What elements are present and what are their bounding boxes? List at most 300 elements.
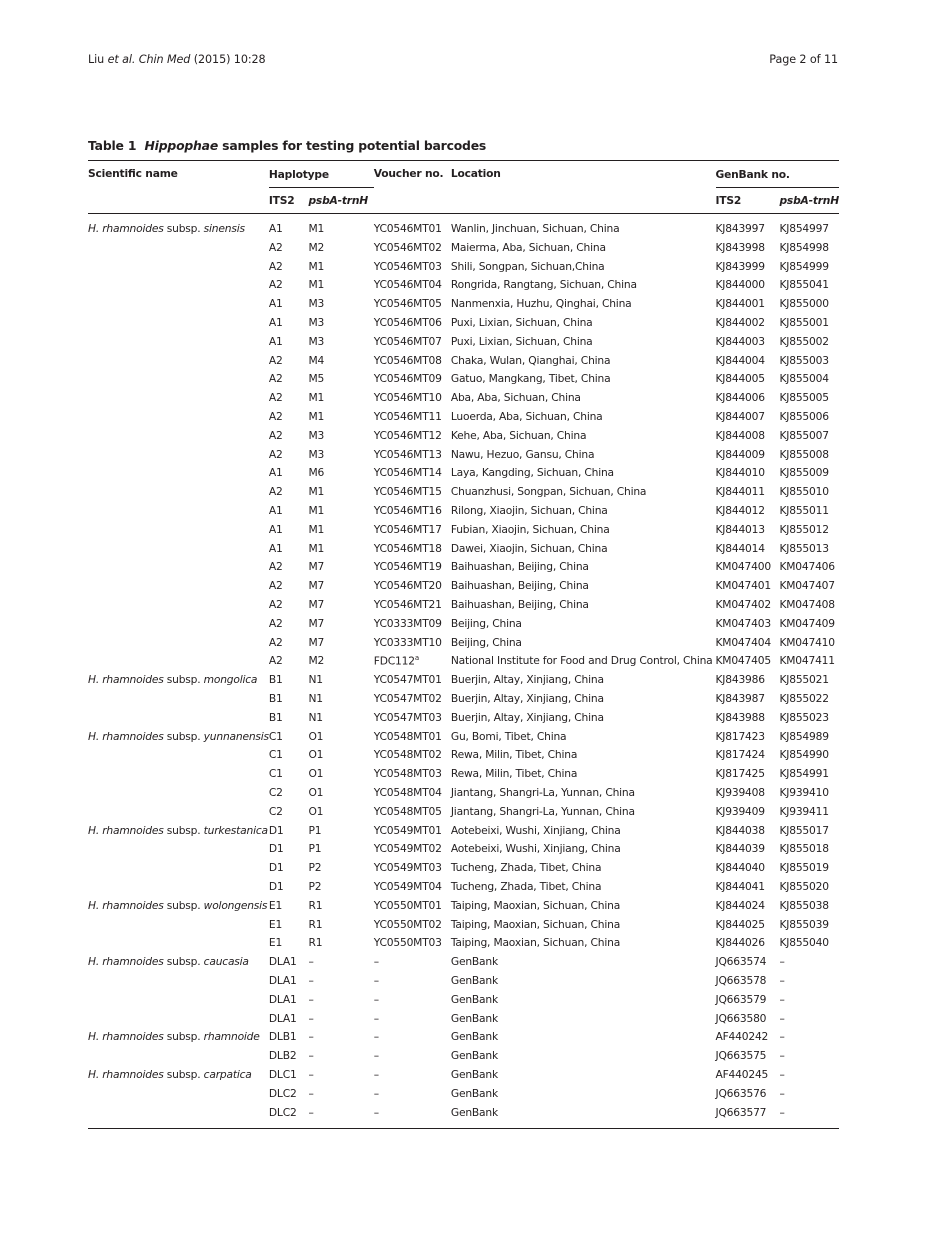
cell-gb-its2: KM047402 [715,598,771,612]
cell-gb-psba: KM047409 [779,616,835,630]
cell-gb-psba: KJ855002 [779,334,829,348]
cell-location: Aba, Aba, Sichuan, China [450,391,581,405]
subspecies-epithet: mongolica [203,673,258,687]
species-rank: subsp. [166,823,201,837]
cell-its2: A2 [268,391,283,405]
cell-gb-psba: KJ855013 [779,541,829,555]
cell-location: Buerjin, Altay, Xinjiang, China [450,673,604,687]
species-rank: subsp. [166,898,201,912]
voucher-id: YC0547MT03 [373,710,442,724]
cell-its2: A1 [268,316,283,330]
cell-psba: – [308,1011,314,1025]
cell-location: Fubian, Xiaojin, Sichuan, China [450,522,610,536]
cell-psba: N1 [308,710,323,724]
cell-psba: – [308,1086,314,1100]
cell-location: GenBank [450,992,498,1006]
table-row [88,595,839,614]
cell-location: Chaka, Wulan, Qianghai, China [450,353,611,367]
cell-voucher [374,576,451,595]
cell-gb-its2: KJ844009 [715,447,765,461]
cell-gb-psba: KJ854990 [779,748,829,762]
cell-location: Rongrida, Rangtang, Sichuan, China [450,278,637,292]
cell-scientific-name [88,1009,269,1028]
cell-voucher [374,708,451,727]
header-haplotype: Haplotype [269,161,374,188]
cell-its2: DLA1 [268,992,297,1006]
cell-scientific-name [88,971,269,990]
cell-psba: M1 [308,485,325,499]
cell-voucher [374,727,451,746]
cell-scientific-name [88,1046,269,1065]
cell-gb-its2: KJ844013 [715,522,765,536]
table-row [88,764,839,783]
cell-its2: C1 [268,767,283,781]
cell-its2: A2 [268,278,283,292]
species-genus: H. rhamnoides [88,222,164,235]
table-row [88,670,839,689]
table-row [88,990,839,1009]
cell-its2: A1 [268,504,283,518]
cell-psba: O1 [308,804,324,818]
table-row [88,558,839,577]
table-row [88,407,839,426]
cell-voucher [374,933,451,952]
cell-psba: O1 [308,748,324,762]
cell-gb-its2: KJ817424 [715,748,765,762]
cell-gb-its2: KJ844024 [715,898,765,912]
cell-location: Rewa, Milin, Tibet, China [450,767,578,781]
cell-location: GenBank [451,1103,716,1129]
cell-its2: DLC2 [269,1103,309,1129]
cell-gb-its2: KM047403 [715,616,771,630]
cell-scientific-name [88,464,269,483]
cell-location: Dawei, Xiaojin, Sichuan, China [450,541,608,555]
cell-scientific-name [88,558,269,577]
subspecies-epithet: carpatica [203,1067,252,1081]
subspecies-epithet: wolongensis [203,898,268,912]
cell-voucher [374,1009,451,1028]
cell-psba: M7 [308,560,325,574]
cell-gb-its2: KJ844008 [715,428,765,442]
cell-gb-its2: KJ844038 [715,823,765,837]
voucher-id: – [373,1067,379,1081]
cell-psba: P2 [308,879,322,893]
cell-gb-its2: JQ663577 [716,1103,780,1129]
table-row [88,614,839,633]
cell-location: Wanlin, Jinchuan, Sichuan, China [450,222,620,235]
cell-scientific-name [88,764,269,783]
cell-gb-psba: KJ855010 [779,485,829,499]
cell-gb-its2: KJ844003 [715,334,765,348]
cell-gb-its2: KM047405 [715,654,771,668]
cell-its2: A2 [268,240,283,254]
cell-scientific-name [88,708,269,727]
cell-psba: M7 [308,616,325,630]
cell-psba: – [308,1103,373,1129]
cell-gb-its2: KJ844010 [715,466,765,480]
subspecies-epithet: caucasia [203,955,249,969]
voucher-id: YC0546MT01 [373,222,442,235]
voucher-id: YC0546MT18 [373,541,442,555]
cell-gb-its2: KJ844001 [715,297,765,311]
cell-voucher [374,238,451,257]
cell-voucher [374,370,451,389]
table-row [88,388,839,407]
cell-psba: M4 [308,353,325,367]
cell-its2: A2 [268,560,283,574]
cell-scientific-name [88,276,269,295]
cell-its2: DLB1 [268,1030,297,1044]
cell-psba: M1 [308,522,325,536]
voucher-id: YC0548MT01 [373,729,442,743]
cell-gb-psba: KM047410 [779,635,835,649]
table-row [88,520,839,539]
cell-voucher [374,1084,451,1103]
cell-location: Gu, Bomi, Tibet, China [450,729,567,743]
voucher-id: YC0546MT05 [373,297,442,311]
cell-psba: N1 [308,692,323,706]
voucher-id: YC0548MT04 [373,786,442,799]
cell-scientific-name [88,351,269,370]
cell-psba: P1 [308,823,322,837]
cell-gb-psba: KJ855008 [779,447,829,461]
voucher-id: YC0333MT10 [373,635,442,649]
cell-its2: E1 [268,917,283,931]
cell-gb-its2: KJ844005 [715,372,765,386]
cell-voucher [374,746,451,765]
voucher-id: – [373,1011,379,1025]
cell-its2: D1 [268,879,284,893]
cell-scientific-name [88,915,269,934]
cell-location: Baihuashan, Beijing, China [450,579,589,593]
cell-location: Kehe, Aba, Sichuan, China [450,428,587,442]
cell-its2: A2 [268,372,283,386]
table-row [88,1009,839,1028]
table-row [88,1027,839,1046]
cell-voucher [374,276,451,295]
subspecies-epithet: rhamnoide [203,1030,260,1044]
voucher-id: YC0546MT14 [373,466,442,480]
voucher-id: YC0550MT02 [373,917,442,931]
cell-gb-psba: KJ855005 [779,391,829,405]
cell-voucher [374,407,451,426]
cell-psba: M7 [308,579,325,593]
cell-voucher [374,214,451,239]
cell-gb-its2: KJ843986 [715,673,765,687]
cell-scientific-name [88,501,269,520]
cell-its2: D1 [268,823,284,837]
species-rank: subsp. [166,1067,201,1081]
cell-location: Chuanzhusi, Songpan, Sichuan, China [450,485,647,499]
cell-scientific-name [88,614,269,633]
cell-its2: A2 [268,654,283,668]
cell-gb-its2: JQ663580 [715,1011,767,1025]
cell-location: Laya, Kangding, Sichuan, China [450,466,614,480]
species-rank: subsp. [166,729,201,743]
cell-psba: M7 [308,635,325,649]
cell-scientific-name [88,689,269,708]
cell-psba: N1 [308,673,323,687]
cell-gb-psba: – [779,1103,839,1129]
voucher-id: YC0546MT19 [373,560,442,574]
cell-gb-its2: JQ663578 [715,973,767,987]
header-location: Location [451,161,716,214]
cell-scientific-name [88,877,269,896]
cell-psba: P1 [308,842,322,856]
cell-scientific-name [88,670,269,689]
species-rank: subsp. [166,1030,201,1044]
cell-psba: – [308,1067,314,1081]
cell-gb-psba: KJ854991 [779,767,829,781]
table-row [88,708,839,727]
cell-scientific-name [88,1084,269,1103]
header-its2: ITS2 [269,188,309,214]
cell-psba: – [308,955,314,969]
cell-its2: B1 [268,673,283,687]
cell-gb-psba: KJ855004 [779,372,829,386]
cell-location: Nawu, Hezuo, Gansu, China [450,447,595,461]
voucher-id: YC0550MT01 [373,898,442,912]
cell-gb-psba: KJ855018 [779,842,829,856]
cell-gb-psba: KJ855022 [779,692,829,706]
cell-psba: – [308,973,314,987]
cell-gb-psba: – [779,1011,785,1025]
cell-gb-its2: KJ843997 [715,222,765,235]
cell-its2: A1 [268,466,283,480]
cell-location: Aotebeixi, Wushi, Xinjiang, China [450,842,621,856]
table-row [88,727,839,746]
cell-its2: DLC2 [268,1086,297,1100]
voucher-id: YC0549MT02 [373,842,442,856]
cell-location: Puxi, Lixian, Sichuan, China [450,316,593,330]
cell-gb-psba: KM047407 [779,579,835,593]
cell-gb-psba: KJ855040 [779,936,829,950]
cell-gb-its2: KJ843999 [715,259,765,273]
species-genus: H. rhamnoides [88,823,164,837]
voucher-id: YC0546MT16 [373,504,442,518]
cell-psba: O1 [308,786,324,799]
cell-scientific-name [88,933,269,952]
cell-gb-psba: KJ855001 [779,316,829,330]
cell-gb-psba: – [779,1086,785,1100]
cell-scientific-name [88,445,269,464]
cell-location: Taiping, Maoxian, Sichuan, China [450,936,621,950]
cell-voucher [374,952,451,971]
cell-gb-psba: – [779,992,785,1006]
voucher-id: YC0548MT05 [373,804,442,818]
cell-voucher [374,313,451,332]
footnote-marker: a [414,654,419,663]
cell-location: GenBank [450,1067,498,1081]
voucher-id: YC0546MT10 [373,391,442,405]
header-gb-its2: ITS2 [716,188,780,214]
cell-voucher [374,1046,451,1065]
voucher-id: YC0548MT02 [373,748,442,762]
table-row [88,689,839,708]
cell-gb-its2: KJ844012 [715,504,765,518]
voucher-id: YC0546MT07 [373,334,442,348]
cell-psba: M3 [308,447,325,461]
cell-gb-psba: – [779,955,785,969]
header-scientific-name: Scientiﬁc name [88,161,269,214]
voucher-id: YC0549MT04 [373,879,442,893]
voucher-id: – [373,1105,379,1119]
cell-scientific-name [88,1103,269,1129]
cell-location: Puxi, Lixian, Sichuan, China [450,334,593,348]
table-row [88,877,839,896]
cell-voucher [374,633,451,652]
cell-gb-its2: KJ844011 [715,485,765,499]
table-row [88,821,839,840]
cell-its2: E1 [268,936,283,950]
cell-scientific-name [88,990,269,1009]
table-row [88,257,839,276]
cell-gb-its2: AF440245 [715,1067,769,1081]
cell-location: Rilong, Xiaojin, Sichuan, China [450,504,608,518]
voucher-id: YC0549MT03 [373,861,442,875]
table-row [88,840,839,859]
cell-gb-psba: KM047411 [779,654,835,668]
cell-scientific-name [88,840,269,859]
cell-scientific-name [88,214,269,239]
cell-voucher [374,558,451,577]
cell-scientific-name [88,633,269,652]
subspecies-epithet: turkestanica [203,823,268,837]
voucher-id: YC0546MT13 [373,447,442,461]
cell-scientific-name [88,952,269,971]
voucher-id: YC0546MT21 [373,598,442,612]
cell-voucher [374,539,451,558]
cell-its2: A2 [268,259,283,273]
cell-psba: M6 [308,466,325,480]
header-gb-psba: psbA-trnH [779,188,839,214]
cell-location: Aotebeixi, Wushi, Xinjiang, China [450,823,621,837]
cell-gb-its2: KJ939409 [715,804,765,818]
cell-its2: C2 [268,804,283,818]
cell-scientific-name [88,858,269,877]
cell-location: Rewa, Milin, Tibet, China [450,748,578,762]
cell-scientific-name [88,482,269,501]
voucher-id: FDC112 [373,654,415,668]
cell-gb-psba: KJ855006 [779,410,829,424]
cell-location: Taiping, Maoxian, Sichuan, China [450,917,621,931]
cell-gb-psba: KM047408 [779,598,835,612]
table-row [88,464,839,483]
cell-location: Nanmenxia, Huzhu, Qinghai, China [450,297,632,311]
cell-voucher [374,501,451,520]
cell-voucher [374,783,451,802]
cell-scientific-name [88,520,269,539]
cell-voucher [374,351,451,370]
voucher-id: YC0548MT03 [373,767,442,781]
cell-voucher [374,332,451,351]
cell-its2: A2 [268,428,283,442]
cell-voucher [374,1065,451,1084]
cell-gb-psba: KJ855020 [779,879,829,893]
voucher-id: YC0546MT20 [373,579,442,593]
table-row [88,933,839,952]
voucher-id: – [373,1030,379,1044]
cell-scientific-name [88,727,269,746]
caption-genus: Hippophae [144,138,219,153]
cell-gb-its2: KJ817425 [715,767,765,781]
cell-its2: C1 [268,748,283,762]
cell-psba: M3 [308,428,325,442]
cell-voucher [374,971,451,990]
voucher-id: YC0546MT11 [373,410,442,424]
citation [88,53,266,66]
voucher-id: – [373,973,379,987]
cell-psba: P2 [308,861,322,875]
cell-gb-its2: KM047401 [715,579,771,593]
cell-voucher [374,1103,451,1129]
cell-voucher [374,388,451,407]
cell-gb-its2: KM047400 [715,560,771,574]
cell-gb-psba: – [779,973,785,987]
cell-its2: A2 [268,598,283,612]
species-rank: subsp. [166,955,201,969]
cell-voucher [374,802,451,821]
cell-psba: M3 [308,334,325,348]
cell-scientific-name [88,802,269,821]
citation-volume: (2015) 10:28 [190,53,266,66]
table-row [88,652,839,671]
voucher-id: YC0546MT17 [373,522,442,536]
cell-voucher [374,652,451,671]
cell-location: Shili, Songpan, Sichuan,China [450,259,605,273]
cell-gb-its2: KJ844000 [715,278,765,292]
cell-scientific-name [88,313,269,332]
cell-psba: M2 [308,654,325,668]
cell-psba: – [308,1049,314,1063]
cell-its2: D1 [268,861,284,875]
cell-gb-its2: KJ939408 [715,786,765,799]
table-row [88,482,839,501]
cell-gb-its2: AF440242 [715,1030,769,1044]
cell-its2: A1 [268,541,283,555]
cell-gb-psba: KJ855019 [779,861,829,875]
cell-gb-its2: KJ843988 [715,710,765,724]
cell-gb-psba: KJ854998 [779,240,829,254]
cell-gb-its2: KJ844041 [715,879,765,893]
cell-psba: M1 [308,541,325,555]
cell-gb-its2: KJ844025 [715,917,765,931]
cell-scientific-name [88,783,269,802]
cell-its2: A2 [268,447,283,461]
cell-location: Maierma, Aba, Sichuan, China [450,240,606,254]
cell-its2: C1 [268,729,283,743]
species-genus: H. rhamnoides [88,898,164,912]
cell-psba: R1 [308,898,323,912]
table-row [88,445,839,464]
cell-gb-its2: KJ844026 [715,936,765,950]
cell-gb-its2: KJ844004 [715,353,765,367]
table-row [88,276,839,295]
subspecies-epithet: sinensis [203,222,245,235]
cell-psba: M3 [308,316,325,330]
cell-psba: R1 [308,936,323,950]
cell-gb-psba: KJ855009 [779,466,829,480]
cell-scientific-name [88,294,269,313]
species-rank: subsp. [166,673,201,687]
cell-psba: M1 [308,410,325,424]
cell-its2: A2 [268,616,283,630]
cell-scientific-name [88,388,269,407]
cell-gb-psba: KJ939410 [779,786,829,799]
table-caption [88,138,486,153]
cell-voucher [374,840,451,859]
cell-voucher [374,294,451,313]
